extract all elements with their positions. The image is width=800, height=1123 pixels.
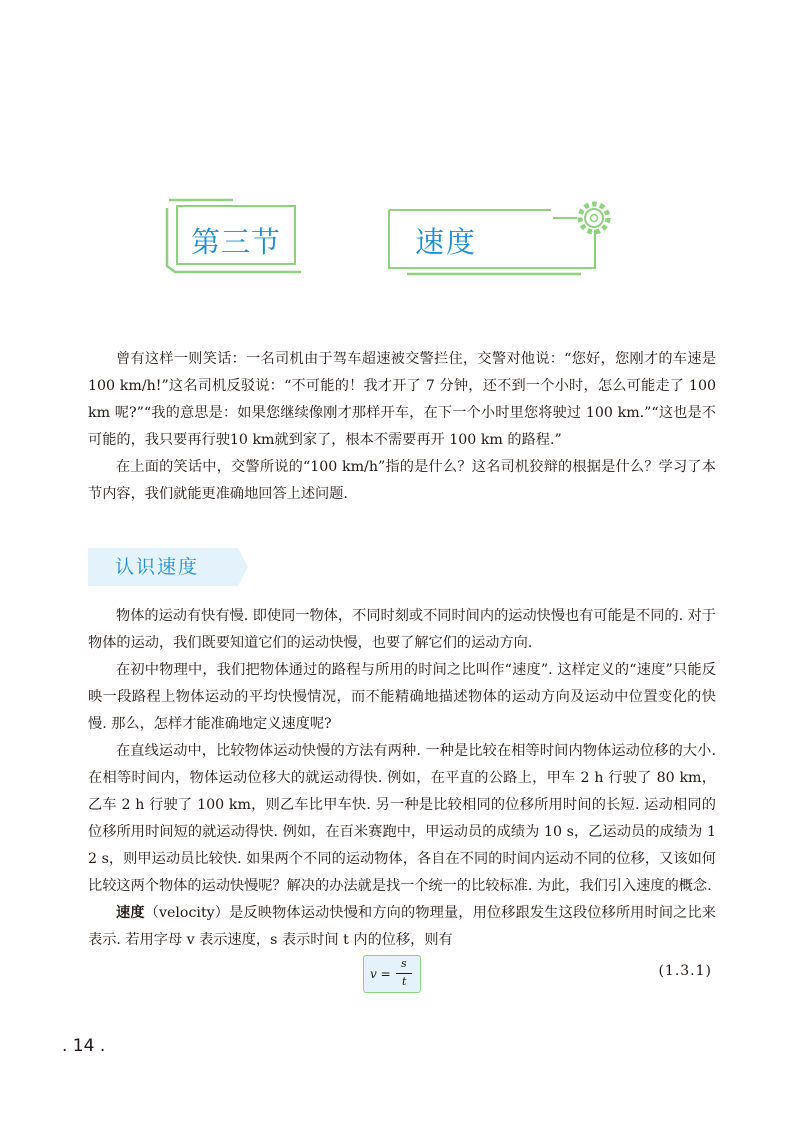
intro-paragraph: 曾有这样一则笑话：一名司机由于驾车超速被交警拦住，交警对他说：“您好，您刚才的车速是 100 km/h!”这名司机反驳说：“不可能的！我才开了 7 分钟，还不到一个小时，怎么可能走了 100 km 呢?”“我的意思是：如果您继续像刚才那样开车，在下一个小时里您将驶过 100 km.”“这也是不可能的，我只要再行驶10 km就到家了，根本不需要再开 100 km 的路程.” — [88, 351, 716, 448]
definition-paragraph — [88, 900, 716, 954]
subsection-title: 认识速度 — [115, 556, 200, 578]
body-paragraph: 在初中物理中，我们把物体通过的路程与所用的时间之比叫作“速度”. 这样定义的“速度”只能反映一段路程上物体运动的平均快慢情况，而不能精确地描述物体的运动方向及运动中位置变化的快慢. 那么，怎样才能准确地定义速度呢? — [88, 662, 716, 732]
fraction-bar — [396, 973, 412, 974]
main-text — [88, 603, 716, 954]
body-paragraph: 物体的运动有快有慢. 即使同一物体，不同时刻或不同时间内的运动快慢也有可能是不同的. 对于物体的运动，我们既要知道它们的运动快慢，也要了解它们的运动方向. — [88, 608, 716, 651]
formula-lhs: v = — [370, 967, 391, 981]
formula-box — [363, 955, 421, 993]
section-title: 速度 — [415, 225, 478, 259]
gear-icon — [580, 204, 608, 232]
equation-number: (1.3.1) — [658, 963, 712, 979]
formula-numerator: s — [401, 957, 407, 970]
formula-denominator: t — [402, 975, 407, 988]
section-number: 第三节 — [191, 225, 282, 259]
subsection-banner — [88, 548, 248, 586]
section-header — [163, 192, 623, 282]
body-paragraph: 在直线运动中，比较物体运动快慢的方法有两种. 一种是比较在相等时间内物体运动位移的大小. 在相等时间内，物体运动位移大的就运动得快. 例如，在平直的公路上，甲车 2 h 行驶了 80 km，乙车 2 h 行驶了 100 km，则乙车比甲车快. 另一种是比较相同的位移所用时间的长短. 运动相同的位移所用时间短的就运动得快. 例如，在百米赛跑中，甲运动员的成绩为 10 s，乙运动员的成绩为 12 s，则甲运动员比较快. 如果两个不同的运动物体，各自在不同的时间内运动不同的位移，又该如何比较这两个物体的运动快慢呢？解决的办法就是找一个统一的比较标准. 为此，我们引入速度的概念. — [88, 743, 716, 894]
definition-text: （velocity）是反映物体运动快慢和方向的物理量，用位移跟发生这段位移所用时间之比来表示. 若用字母 v 表示速度，s 表示时间 t 内的位移，则有 — [88, 905, 716, 948]
intro-paragraph: 在上面的笑话中，交警所说的“100 km/h”指的是什么？这名司机狡辩的根据是什么？学习了本节内容，我们就能更准确地回答上述问题. — [88, 459, 716, 502]
intro-text — [88, 346, 716, 508]
page-number: . 14 . — [62, 1036, 106, 1056]
definition-term: 速度 — [116, 905, 145, 921]
